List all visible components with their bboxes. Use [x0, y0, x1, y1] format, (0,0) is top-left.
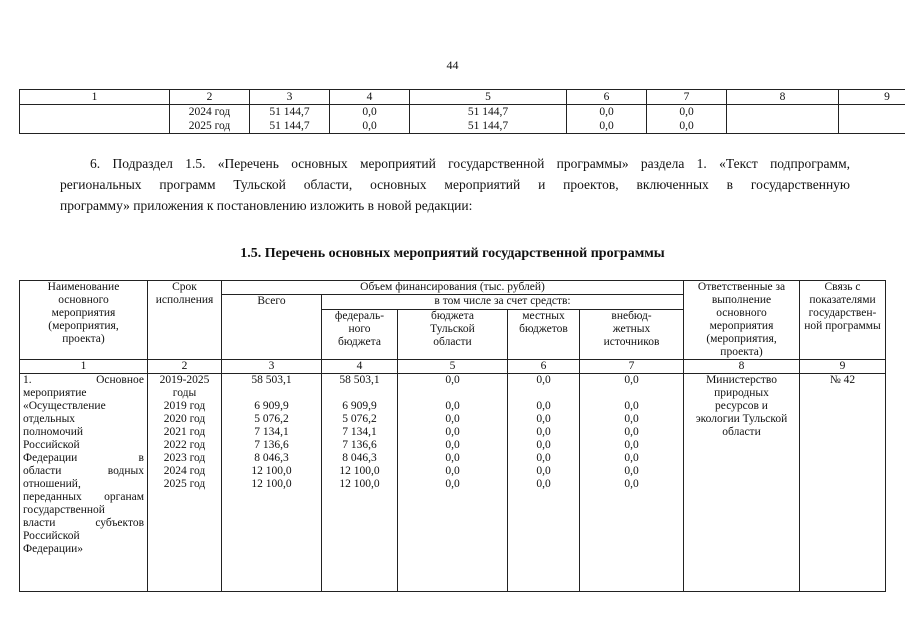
- cell-line: 2025 год: [188, 120, 231, 132]
- cell-line: 0,0: [624, 452, 639, 464]
- prev-cell-name: [20, 105, 170, 134]
- cell-line: 6 909,9: [254, 400, 289, 412]
- cell-line: 0,0: [362, 120, 377, 132]
- header-federal: [322, 310, 398, 360]
- header-link: [800, 281, 886, 360]
- cell-line: 7 134,1: [254, 426, 289, 438]
- header-row-1: [20, 281, 886, 295]
- cell-line: области: [722, 426, 761, 438]
- amendment-paragraph: [60, 153, 850, 216]
- cell-line: 0,0: [445, 452, 460, 464]
- cell-line: 2019 год: [163, 400, 206, 412]
- cell-line: 2020 год: [163, 413, 206, 425]
- previous-table-number-row: [20, 90, 905, 105]
- measure-name-line: Федерации»: [23, 543, 84, 555]
- prev-cell-responsible: [727, 105, 839, 134]
- cell-line: 0,0: [679, 120, 694, 132]
- cell-line: бюджетов: [519, 323, 568, 335]
- cell-line: 0,0: [536, 400, 551, 412]
- paragraph-line: программу» приложения к постановлению изложить в новой редакции:: [60, 198, 473, 213]
- cell-line: [225, 387, 318, 400]
- cell-line: исполнения: [155, 294, 214, 306]
- cell-line: проекта): [62, 333, 105, 345]
- column-number: 5: [398, 360, 508, 374]
- cell-line: 12 100,0: [339, 478, 380, 490]
- measure-name-line: полномочий: [23, 426, 83, 438]
- cell-line: 51 144,7: [467, 120, 509, 132]
- cell-line: проекта): [720, 346, 763, 358]
- cell-line: Связь с: [824, 281, 861, 293]
- cell-line: 7 136,6: [342, 439, 377, 451]
- measure-row: [20, 374, 886, 592]
- column-number: 1: [20, 360, 148, 374]
- cell-line: 2019-2025: [159, 374, 210, 386]
- cell-line: 51 144,7: [467, 106, 509, 118]
- prev-cell-period: [170, 105, 250, 134]
- cell-line: бюджета: [338, 336, 381, 348]
- cell-line: (мероприятия,: [706, 333, 777, 345]
- cell-line: 0,0: [536, 413, 551, 425]
- cell-line: мероприятия: [51, 307, 116, 319]
- section-title: 1.5. Перечень основных мероприятий государственной программы: [240, 246, 665, 261]
- cell-line: 0,0: [445, 426, 460, 438]
- cell-line: 58 503,1: [251, 374, 292, 386]
- column-number: 8: [684, 360, 800, 374]
- measure-link: № 42: [800, 374, 886, 592]
- cell-line: 6 909,9: [342, 400, 377, 412]
- paragraph-line: региональных программ Тульской области, основных мероприятий и проектов, включенных в государственную: [60, 177, 850, 192]
- cell-line: мероприятия: [709, 320, 774, 332]
- column-number: 4: [330, 90, 410, 105]
- cell-line: выполнение: [711, 294, 772, 306]
- cell-line: Министерство: [706, 374, 777, 386]
- prev-cell-federal: [330, 105, 410, 134]
- measure-regional: [398, 374, 508, 592]
- column-number: 9: [800, 360, 886, 374]
- cell-line: 0,0: [624, 478, 639, 490]
- cell-line: 51 144,7: [269, 106, 310, 118]
- cell-line: 8 046,3: [342, 452, 377, 464]
- header-funding: Объем финансирования (тыс. рублей): [222, 281, 684, 295]
- measure-name-line: отношений,: [23, 478, 81, 490]
- cell-line: 5 076,2: [254, 413, 289, 425]
- cell-line: жетных: [612, 323, 651, 335]
- measure-name-line: государственной: [23, 504, 105, 516]
- measure-name-line: Российской: [23, 530, 80, 542]
- measure-name-line: власти субъектов: [23, 517, 144, 529]
- cell-line: [583, 387, 680, 400]
- column-number: 3: [250, 90, 330, 105]
- cell-line: 0,0: [536, 478, 551, 490]
- cell-line: основного: [58, 294, 109, 306]
- measure-name-line: «Осуществление: [23, 400, 106, 412]
- measure-name-line: переданных органам: [23, 491, 144, 503]
- cell-line: 0,0: [536, 439, 551, 451]
- prev-cell-total: [250, 105, 330, 134]
- measure-name-line: области водных: [23, 465, 144, 477]
- cell-line: 7 134,1: [342, 426, 377, 438]
- cell-line: 5 076,2: [342, 413, 377, 425]
- cell-line: 2024 год: [163, 465, 206, 477]
- measure-periods: [148, 374, 222, 592]
- measure-name-line: 1. Основное: [23, 374, 144, 386]
- cell-line: 0,0: [362, 106, 377, 118]
- cell-line: (мероприятия,: [48, 320, 119, 332]
- cell-line: 0,0: [624, 400, 639, 412]
- cell-line: 12 100,0: [251, 465, 292, 477]
- cell-line: 0,0: [599, 106, 614, 118]
- cell-line: Наименование: [47, 281, 120, 293]
- measure-name-line: отдельных: [23, 413, 76, 425]
- cell-line: [401, 387, 504, 400]
- column-number: 2: [148, 360, 222, 374]
- column-number: 7: [647, 90, 727, 105]
- cell-line: 0,0: [536, 426, 551, 438]
- cell-line: 0,0: [679, 106, 694, 118]
- header-including: в том числе за счет средств:: [322, 295, 684, 310]
- column-number: 6: [567, 90, 647, 105]
- cell-line: Ответственные за: [697, 281, 786, 293]
- column-number: 4: [322, 360, 398, 374]
- column-number: 2: [170, 90, 250, 105]
- cell-line: 0,0: [624, 426, 639, 438]
- header-name: [20, 281, 148, 360]
- cell-line: Тульской: [430, 323, 475, 335]
- cell-line: основного: [716, 307, 767, 319]
- cell-line: области: [433, 336, 472, 348]
- cell-line: 0,0: [445, 413, 460, 425]
- header-regional: [398, 310, 508, 360]
- cell-line: [511, 387, 576, 400]
- cell-line: 0,0: [624, 413, 639, 425]
- cell-line: 0,0: [445, 374, 460, 386]
- prev-cell-extra: [647, 105, 727, 134]
- cell-line: 0,0: [445, 478, 460, 490]
- cell-line: внебюд-: [611, 310, 652, 322]
- cell-line: 0,0: [445, 439, 460, 451]
- cell-line: 0,0: [536, 452, 551, 464]
- cell-line: 58 503,1: [339, 374, 380, 386]
- measure-responsible: [684, 374, 800, 592]
- header-extra: [580, 310, 684, 360]
- cell-line: 12 100,0: [251, 478, 292, 490]
- measure-name-line: мероприятие: [23, 387, 87, 399]
- column-number: 8: [727, 90, 839, 105]
- measure-name: [20, 374, 148, 592]
- cell-line: Срок: [172, 281, 197, 293]
- cell-line: 0,0: [536, 374, 551, 386]
- cell-line: 12 100,0: [339, 465, 380, 477]
- header-term: [148, 281, 222, 360]
- header-local: [508, 310, 580, 360]
- column-number: 3: [222, 360, 322, 374]
- column-number: 9: [839, 90, 905, 105]
- column-number: 5: [410, 90, 567, 105]
- cell-line: 51 144,7: [269, 120, 310, 132]
- measures-table: [19, 280, 886, 592]
- cell-line: 0,0: [624, 439, 639, 451]
- cell-line: 0,0: [624, 374, 639, 386]
- cell-line: годы: [172, 387, 197, 399]
- column-number: 7: [580, 360, 684, 374]
- prev-cell-link: [839, 105, 905, 134]
- measure-extra: [580, 374, 684, 592]
- cell-line: 0,0: [599, 120, 614, 132]
- cell-line: показателями: [809, 294, 876, 306]
- measure-local: [508, 374, 580, 592]
- measure-federal: [322, 374, 398, 592]
- cell-line: ного: [348, 323, 371, 335]
- column-number-row: [20, 360, 886, 374]
- cell-line: 0,0: [624, 465, 639, 477]
- page-number: 44: [446, 58, 459, 72]
- previous-table: [19, 89, 905, 134]
- column-number: 1: [20, 90, 170, 105]
- measure-name-line: Федерации в: [23, 452, 144, 464]
- cell-line: 2024 год: [188, 106, 231, 118]
- measure-name-line: Российской: [23, 439, 80, 451]
- cell-line: федераль-: [334, 310, 385, 322]
- previous-table-data-row: [20, 105, 905, 134]
- cell-line: 8 046,3: [254, 452, 289, 464]
- paragraph-line: 6. Подраздел 1.5. «Перечень основных мероприятий государственной программы» раздела 1. «Текст подпрограмм,: [90, 156, 850, 171]
- prev-cell-local: [567, 105, 647, 134]
- cell-line: 7 136,6: [254, 439, 289, 451]
- cell-line: источников: [603, 336, 660, 348]
- cell-line: экологии Тульской: [695, 413, 788, 425]
- prev-cell-regional: [410, 105, 567, 134]
- cell-line: бюджета: [431, 310, 474, 322]
- cell-line: 0,0: [445, 465, 460, 477]
- cell-line: 2021 год: [163, 426, 206, 438]
- cell-line: природных: [714, 387, 769, 399]
- cell-line: [325, 387, 394, 400]
- cell-line: государствен-: [808, 307, 877, 319]
- header-responsible: [684, 281, 800, 360]
- cell-line: 2023 год: [163, 452, 206, 464]
- column-number: 6: [508, 360, 580, 374]
- cell-line: 2022 год: [163, 439, 206, 451]
- cell-line: 0,0: [536, 465, 551, 477]
- cell-line: 0,0: [445, 400, 460, 412]
- cell-line: ной программы: [804, 320, 881, 332]
- cell-line: ресурсов и: [715, 400, 768, 412]
- measure-total: [222, 374, 322, 592]
- header-total: Всего: [222, 295, 322, 360]
- cell-line: местных: [522, 310, 565, 322]
- cell-line: 2025 год: [163, 478, 206, 490]
